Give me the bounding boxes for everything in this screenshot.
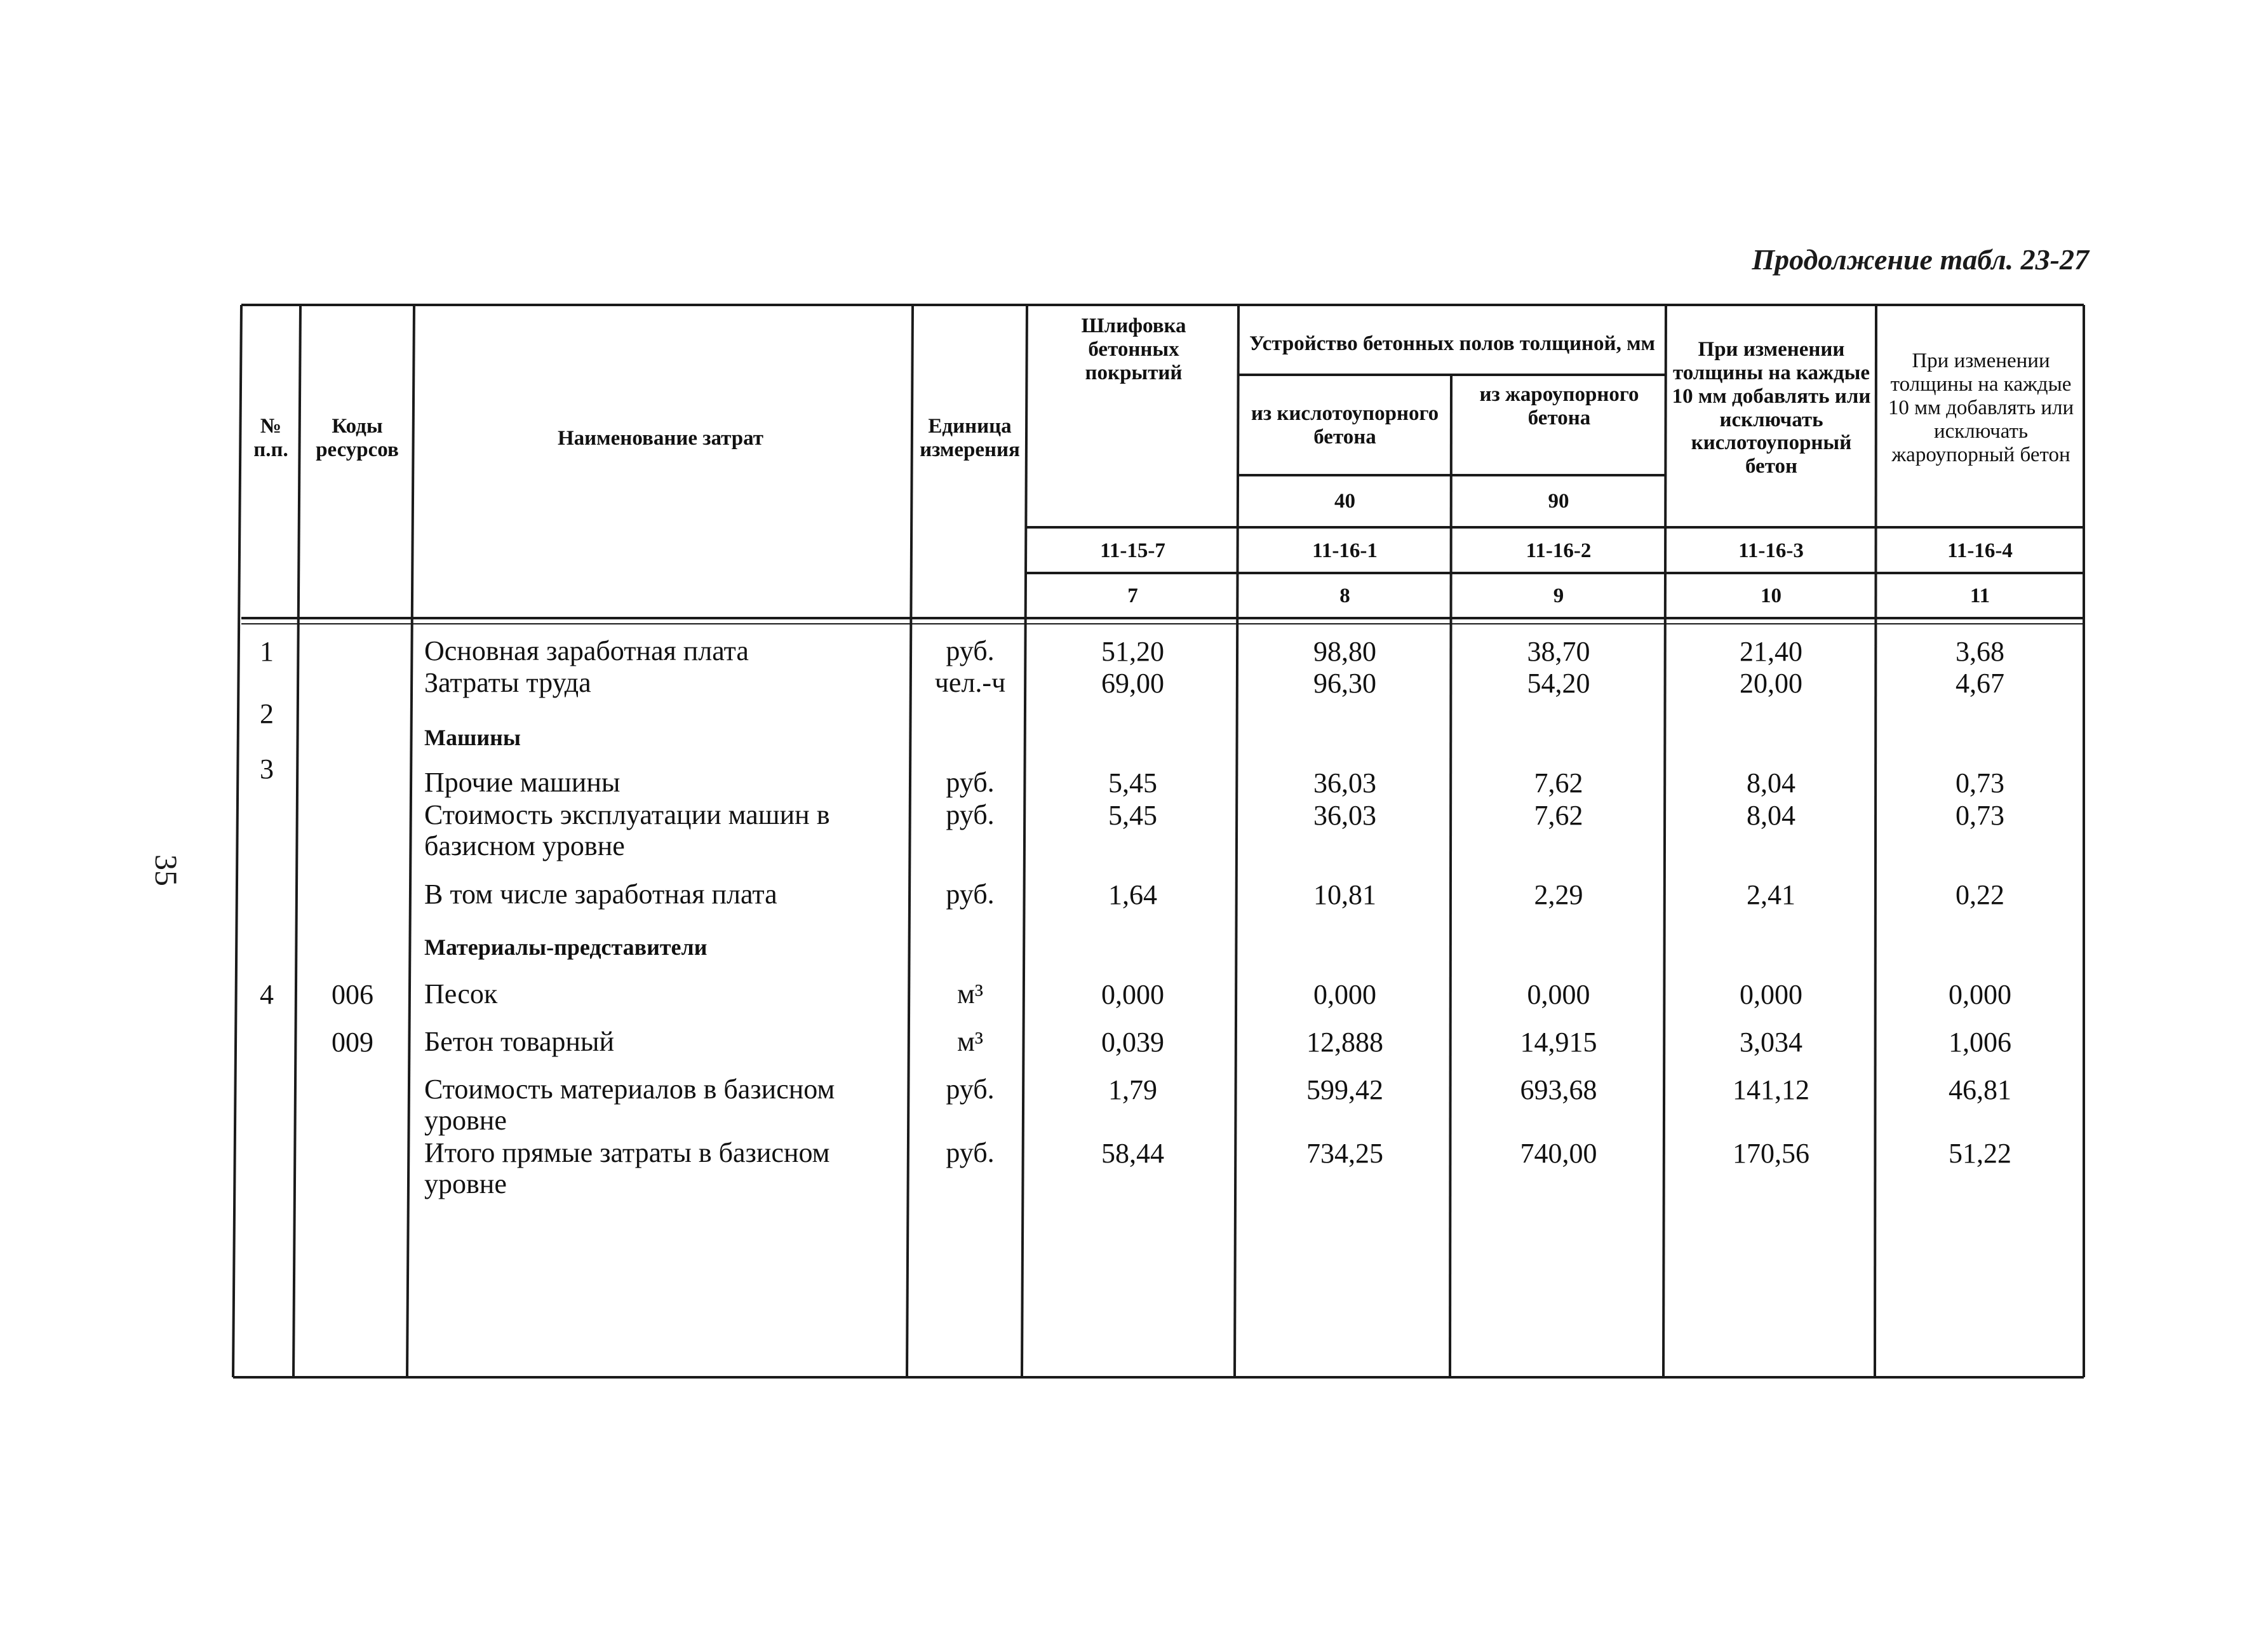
resource-code: 009 bbox=[332, 1027, 373, 1058]
code-cell: 11-16-2 bbox=[1526, 539, 1592, 562]
header-heat-concrete: из жароупорного бетона bbox=[1479, 383, 1639, 429]
unit: руб. bbox=[946, 767, 995, 798]
value-cell: 36,03 bbox=[1313, 800, 1376, 831]
header-name: Наименование затрат bbox=[558, 426, 763, 450]
value-cell: 8,04 bbox=[1747, 767, 1795, 799]
header-floor-group: Устройство бетонных полов толщиной, мм bbox=[1249, 332, 1656, 355]
unit: м³ bbox=[956, 1026, 984, 1057]
cost-name: Затраты труда bbox=[424, 667, 591, 698]
row-number: 3 bbox=[260, 753, 274, 785]
cost-name: Основная заработная плата bbox=[424, 635, 749, 666]
section-machines: Машины bbox=[424, 725, 521, 750]
value-cell: 98,80 bbox=[1313, 636, 1376, 667]
cost-name: В том числе заработная плата bbox=[424, 879, 777, 910]
row-number: 1 bbox=[260, 636, 274, 667]
value-cell: 51,22 bbox=[1949, 1138, 2011, 1169]
cost-name: Песок bbox=[424, 978, 498, 1009]
value-cell: 5,45 bbox=[1108, 800, 1157, 831]
cost-name: Стоимость эксплуатации машин в базисном уровне bbox=[424, 799, 830, 862]
column-number: 9 bbox=[1553, 584, 1564, 607]
table-continuation-caption: Продолжение табл. 23-27 bbox=[1752, 243, 2089, 276]
column-number: 10 bbox=[1761, 584, 1782, 607]
value-cell: 4,67 bbox=[1956, 668, 2004, 699]
value-cell: 0,22 bbox=[1956, 879, 2004, 910]
code-cell: 11-15-7 bbox=[1100, 539, 1165, 562]
cost-name: Стоимость материалов в базисном уровне bbox=[424, 1074, 835, 1136]
section-materials: Материалы-представители bbox=[424, 934, 708, 960]
value-cell: 51,20 bbox=[1101, 636, 1164, 667]
header-pp: № п.п. bbox=[253, 415, 288, 461]
value-cell: 69,00 bbox=[1101, 668, 1164, 699]
column-number: 11 bbox=[1969, 584, 1990, 607]
value-cell: 8,04 bbox=[1747, 800, 1795, 831]
value-cell: 20,00 bbox=[1740, 668, 1802, 699]
page-number: 35 bbox=[149, 854, 184, 886]
header-thickness-40: 40 bbox=[1334, 489, 1355, 513]
column-number: 8 bbox=[1339, 584, 1350, 607]
value-cell: 36,03 bbox=[1313, 767, 1376, 799]
value-cell: 0,73 bbox=[1956, 800, 2004, 831]
value-cell: 170,56 bbox=[1733, 1138, 1809, 1169]
value-cell: 46,81 bbox=[1949, 1074, 2011, 1105]
value-cell: 740,00 bbox=[1520, 1138, 1597, 1169]
value-cell: 734,25 bbox=[1306, 1138, 1383, 1169]
value-cell: 7,62 bbox=[1534, 800, 1583, 831]
value-cell: 599,42 bbox=[1306, 1074, 1383, 1105]
column-number: 7 bbox=[1127, 584, 1138, 607]
cost-name: Итого прямые затраты в базисном уровне bbox=[424, 1137, 830, 1200]
value-cell: 58,44 bbox=[1101, 1138, 1164, 1169]
header-thickness-90: 90 bbox=[1548, 489, 1569, 513]
unit: м³ bbox=[956, 978, 984, 1009]
value-cell: 21,40 bbox=[1740, 636, 1802, 667]
code-cell: 11-16-4 bbox=[1947, 539, 2013, 562]
value-cell: 7,62 bbox=[1534, 767, 1583, 799]
value-cell: 1,79 bbox=[1108, 1074, 1157, 1105]
value-cell: 38,70 bbox=[1527, 636, 1590, 667]
code-cell: 11-16-1 bbox=[1312, 539, 1378, 562]
value-cell: 0,000 bbox=[1101, 979, 1164, 1010]
cost-name: Бетон товарный bbox=[424, 1026, 615, 1057]
value-cell: 141,12 bbox=[1733, 1074, 1809, 1105]
value-cell: 2,41 bbox=[1747, 879, 1795, 910]
value-cell: 1,006 bbox=[1949, 1027, 2011, 1058]
header-acid-concrete: из кислотоупорного бетона bbox=[1251, 402, 1439, 448]
header-unit: Единица измерения bbox=[920, 415, 1020, 461]
header-acid-change: При изменении толщины на каждые 10 мм добавлять или исключать кислотоупорный бетон bbox=[1672, 337, 1871, 478]
code-cell: 11-16-3 bbox=[1738, 539, 1804, 562]
value-cell: 14,915 bbox=[1520, 1027, 1597, 1058]
value-cell: 1,64 bbox=[1108, 879, 1157, 910]
unit: руб. bbox=[946, 1074, 995, 1105]
unit: чел.-ч bbox=[934, 667, 1006, 698]
value-cell: 693,68 bbox=[1520, 1074, 1597, 1105]
value-cell: 0,000 bbox=[1949, 979, 2011, 1010]
value-cell: 5,45 bbox=[1108, 767, 1157, 799]
value-cell: 0,000 bbox=[1527, 979, 1590, 1010]
header-codes: Коды ресурсов bbox=[316, 415, 399, 461]
header-heat-change: При изменении толщины на каждые 10 мм добавлять или исключать жароупорный бетон bbox=[1888, 349, 2074, 466]
value-cell: 10,81 bbox=[1313, 879, 1376, 910]
value-cell: 3,68 bbox=[1956, 636, 2004, 667]
unit: руб. bbox=[946, 1137, 995, 1168]
value-cell: 54,20 bbox=[1527, 668, 1590, 699]
value-cell: 3,034 bbox=[1740, 1027, 1802, 1058]
row-number: 2 bbox=[260, 698, 274, 729]
value-cell: 12,888 bbox=[1306, 1027, 1383, 1058]
value-cell: 96,30 bbox=[1313, 668, 1376, 699]
row-number: 4 bbox=[260, 979, 274, 1010]
resource-code: 006 bbox=[332, 979, 373, 1010]
value-cell: 0,000 bbox=[1313, 979, 1376, 1010]
value-cell: 0,73 bbox=[1956, 767, 2004, 799]
value-cell: 0,039 bbox=[1101, 1027, 1164, 1058]
unit: руб. bbox=[946, 879, 995, 910]
header-grinding: Шлифовка бетонных покрытий bbox=[1081, 314, 1186, 384]
unit: руб. bbox=[946, 635, 995, 666]
value-cell: 2,29 bbox=[1534, 879, 1583, 910]
unit: руб. bbox=[946, 799, 995, 830]
cost-name: Прочие машины bbox=[424, 767, 621, 798]
value-cell: 0,000 bbox=[1740, 979, 1802, 1010]
